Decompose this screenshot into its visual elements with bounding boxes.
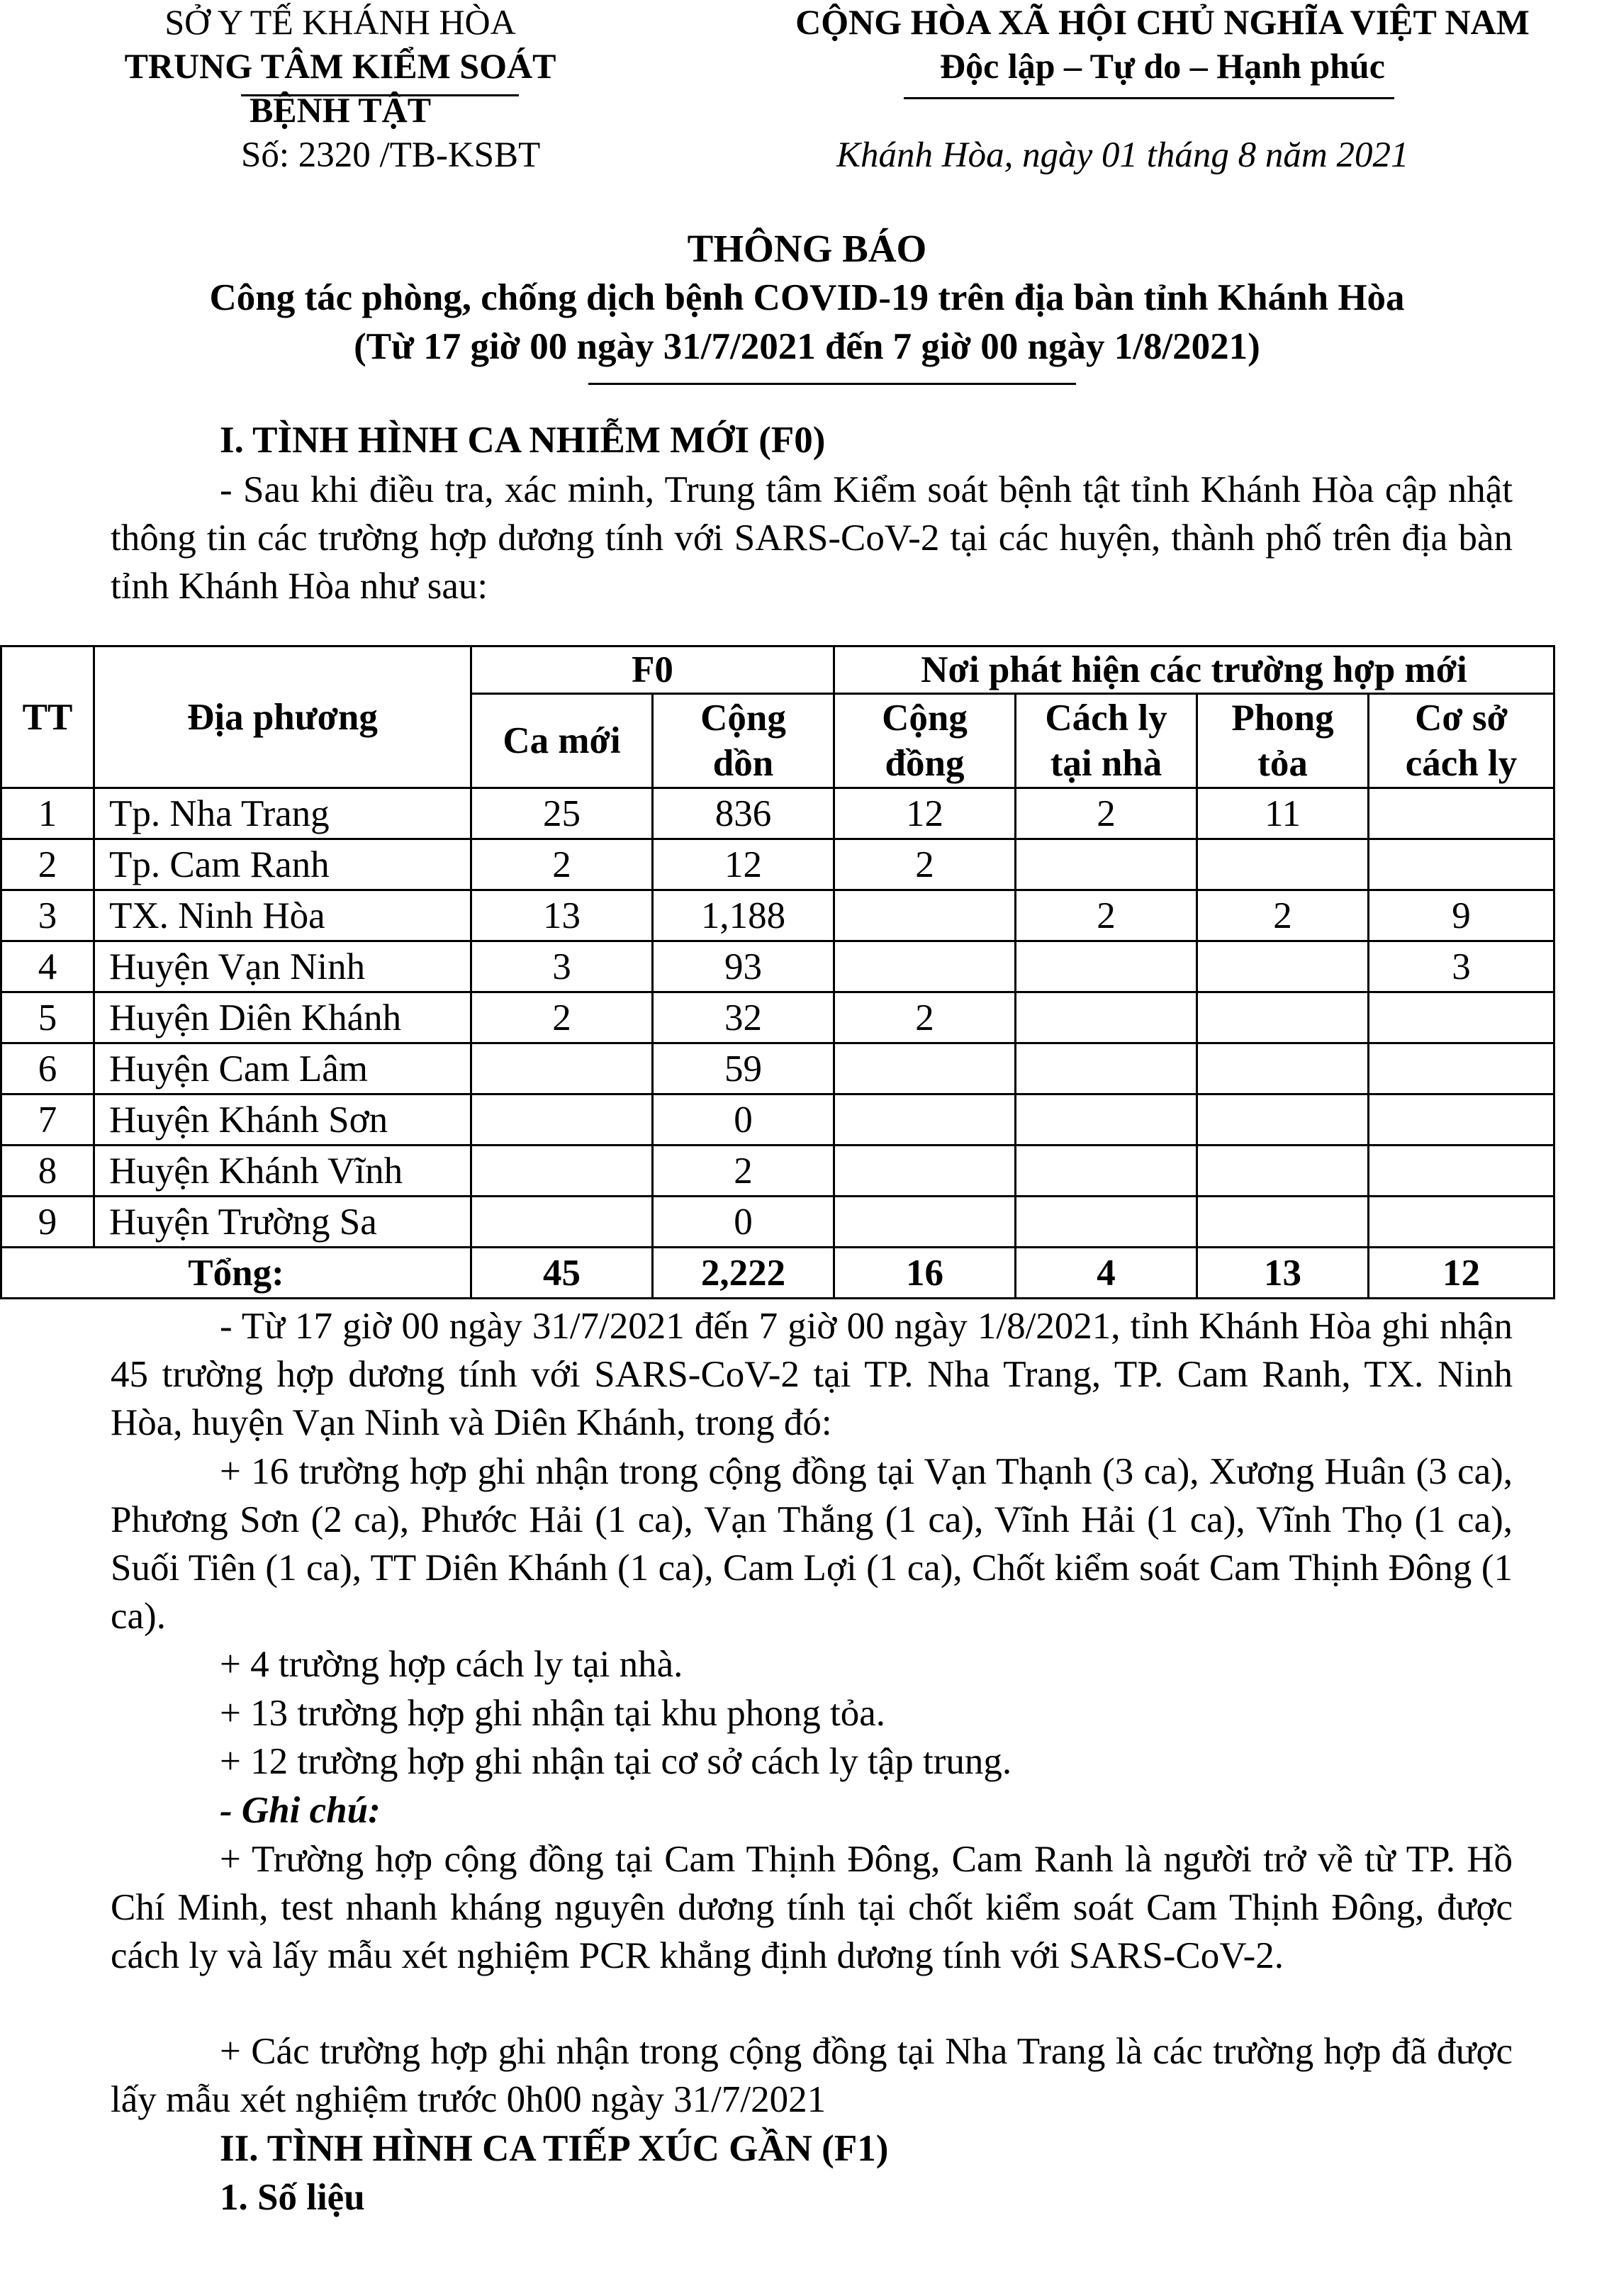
col-home-isolation-header-line1: Cách ly <box>1045 698 1167 739</box>
cell-community <box>834 1197 1016 1248</box>
cell-cumulative: 0 <box>653 1197 834 1248</box>
cell-home <box>1016 941 1197 992</box>
col-tt-header: TT <box>1 646 94 788</box>
cell-tt: 9 <box>1 1197 94 1248</box>
cell-lockdown <box>1197 941 1369 992</box>
cell-lockdown <box>1197 839 1369 890</box>
total-home: 4 <box>1016 1248 1197 1299</box>
cell-new: 2 <box>471 992 653 1043</box>
cell-home <box>1016 839 1197 890</box>
cell-home <box>1016 1043 1197 1094</box>
cell-locality: Huyện Trường Sa <box>94 1197 471 1248</box>
cell-community: 2 <box>834 992 1016 1043</box>
note-nha-trang: + Các trường hợp ghi nhận trong cộng đồng tại Nha Trang là các trường hợp đã được lấy mẫu xét nghiệm trước 0h00 ngày 31/7/2021 <box>111 2031 1513 2120</box>
table-total-row <box>1 1248 1554 1299</box>
table-row <box>1 992 1554 1043</box>
cell-tt: 6 <box>1 1043 94 1094</box>
section-1-heading: I. TÌNH HÌNH CA NHIỄM MỚI (F0) <box>220 420 826 461</box>
cell-new <box>471 1043 653 1094</box>
cell-facility <box>1369 1146 1554 1197</box>
note-cam-thinh-dong: + Trường hợp cộng đồng tại Cam Thịnh Đông, Cam Ranh là người trở về từ TP. Hồ Chí Minh, test nhanh kháng nguyên dương tính tại chốt kiểm soát Cam Thịnh Đông, được cách ly và lấy mẫu xét nghiệm PCR khẳng định dương tính với SARS-CoV-2. <box>111 1839 1513 1976</box>
col-cumulative-header-line1: Cộng <box>700 698 786 739</box>
table-row <box>1 1197 1554 1248</box>
title-underline <box>588 383 1076 385</box>
section-2-sub-1: 1. Số liệu <box>220 2177 365 2218</box>
col-lockdown-header-line1: Phong <box>1231 698 1334 739</box>
col-community-header <box>834 694 1016 788</box>
cell-home: 2 <box>1016 788 1197 839</box>
col-community-header-line2: đồng <box>885 743 965 784</box>
col-facility-header-line1: Cơ sở <box>1415 698 1508 739</box>
cell-new <box>471 1146 653 1197</box>
notice-title: THÔNG BÁO <box>687 227 927 270</box>
table-row <box>1 839 1554 890</box>
section-1-intro: - Sau khi điều tra, xác minh, Trung tâm Kiểm soát bệnh tật tỉnh Khánh Hòa cập nhật thông tin các trường hợp dương tính với SARS-CoV-2 tại các huyện, thành phố trên địa bàn tỉnh Khánh Hòa như sau: <box>111 469 1513 607</box>
cell-home: 2 <box>1016 890 1197 941</box>
cell-cumulative: 836 <box>653 788 834 839</box>
cell-home <box>1016 1146 1197 1197</box>
table-row <box>1 890 1554 941</box>
cell-community <box>834 1043 1016 1094</box>
cell-tt: 1 <box>1 788 94 839</box>
total-label: Tổng: <box>1 1248 471 1299</box>
community-cases-paragraph: + 16 trường hợp ghi nhận trong cộng đồng tại Vạn Thạnh (3 ca), Xương Huân (3 ca), Phương Sơn (2 ca), Phước Hải (1 ca), Vạn Thắng (1 ca), Vĩnh Hải (1 ca), Vĩnh Thọ (1 ca), Suối Tiên (1 ca), TT Diên Khánh (1 ca), Cam Lợi (1 ca), Chốt kiểm soát Cam Thịnh Đông (1 ca). <box>111 1451 1513 1637</box>
col-cumulative-header-line2: dồn <box>712 743 774 784</box>
cell-locality: Huyện Khánh Vĩnh <box>94 1146 471 1197</box>
cell-tt: 7 <box>1 1094 94 1146</box>
cell-community: 12 <box>834 788 1016 839</box>
cell-community <box>834 1146 1016 1197</box>
cell-home <box>1016 992 1197 1043</box>
cell-tt: 3 <box>1 890 94 941</box>
note-label: - Ghi chú: <box>220 1790 381 1831</box>
cell-tt: 4 <box>1 941 94 992</box>
cell-cumulative: 12 <box>653 839 834 890</box>
cell-new: 13 <box>471 890 653 941</box>
cell-community <box>834 890 1016 941</box>
cell-tt: 5 <box>1 992 94 1043</box>
cell-cumulative: 32 <box>653 992 834 1043</box>
cell-cumulative: 0 <box>653 1094 834 1146</box>
cell-locality: Huyện Khánh Sơn <box>94 1094 471 1146</box>
cell-locality: Huyện Cam Lâm <box>94 1043 471 1094</box>
cell-locality: TX. Ninh Hòa <box>94 890 471 941</box>
cell-facility: 9 <box>1369 890 1554 941</box>
col-home-isolation-header-line2: tại nhà <box>1050 743 1162 784</box>
total-cumulative: 2,222 <box>653 1248 834 1299</box>
cell-facility: 3 <box>1369 941 1554 992</box>
cell-lockdown <box>1197 1197 1369 1248</box>
table-row <box>1 788 1554 839</box>
summary-paragraph: - Từ 17 giờ 00 ngày 31/7/2021 đến 7 giờ 00 ngày 1/8/2021, tỉnh Khánh Hòa ghi nhận 45 trường hợp dương tính với SARS-CoV-2 tại TP. Nha Trang, TP. Cam Ranh, TX. Ninh Hòa, huyện Vạn Ninh và Diên Khánh, trong đó: <box>111 1306 1513 1443</box>
col-home-isolation-header <box>1016 694 1197 788</box>
national-motto: Độc lập – Tự do – Hạnh phúc <box>940 46 1385 86</box>
cell-facility <box>1369 1043 1554 1094</box>
cell-locality: Tp. Nha Trang <box>94 788 471 839</box>
table-row <box>1 941 1554 992</box>
agency-underline <box>241 94 519 96</box>
col-facility-header-line2: cách ly <box>1405 743 1518 784</box>
col-detected-group-header: Nơi phát hiện các trường hợp mới <box>834 646 1554 694</box>
notice-subtitle: Công tác phòng, chống dịch bệnh COVID-19 trên địa bàn tỉnh Khánh Hòa <box>209 277 1405 318</box>
cell-locality: Huyện Diên Khánh <box>94 992 471 1043</box>
lockdown-line: + 13 trường hợp ghi nhận tại khu phong tỏa. <box>220 1693 886 1734</box>
notice-period: (Từ 17 giờ 00 ngày 31/7/2021 đến 7 giờ 00 ngày 1/8/2021) <box>354 326 1260 367</box>
cell-lockdown <box>1197 992 1369 1043</box>
col-locality-header: Địa phương <box>94 646 471 788</box>
col-facility-header <box>1369 694 1554 788</box>
cell-cumulative: 2 <box>653 1146 834 1197</box>
col-cumulative-header <box>653 694 834 788</box>
f0-table <box>0 645 1555 1299</box>
table-row <box>1 1043 1554 1094</box>
home-isolation-line: + 4 trường hợp cách ly tại nhà. <box>220 1644 683 1685</box>
cell-community <box>834 941 1016 992</box>
cell-new: 2 <box>471 839 653 890</box>
col-lockdown-header-line2: tỏa <box>1257 743 1308 784</box>
total-lockdown: 13 <box>1197 1248 1369 1299</box>
cell-lockdown <box>1197 1043 1369 1094</box>
cell-cumulative: 1,188 <box>653 890 834 941</box>
cell-locality: Tp. Cam Ranh <box>94 839 471 890</box>
cell-facility <box>1369 992 1554 1043</box>
total-facility: 12 <box>1369 1248 1554 1299</box>
cell-new: 3 <box>471 941 653 992</box>
cell-lockdown <box>1197 1146 1369 1197</box>
section-2-heading: II. TÌNH HÌNH CA TIẾP XÚC GẦN (F1) <box>220 2128 889 2169</box>
cell-cumulative: 93 <box>653 941 834 992</box>
place-date: Khánh Hòa, ngày 01 tháng 8 năm 2021 <box>836 135 1409 175</box>
motto-underline <box>904 97 1394 99</box>
cell-locality: Huyện Vạn Ninh <box>94 941 471 992</box>
cell-new <box>471 1094 653 1146</box>
cell-tt: 2 <box>1 839 94 890</box>
cell-home <box>1016 1094 1197 1146</box>
facility-line: + 12 trường hợp ghi nhận tại cơ sở cách ly tập trung. <box>220 1741 1012 1782</box>
table-row <box>1 1094 1554 1146</box>
cell-cumulative: 59 <box>653 1043 834 1094</box>
cell-lockdown: 2 <box>1197 890 1369 941</box>
agency-name: TRUNG TÂM KIỂM SOÁT BỆNH TẬT <box>124 46 556 130</box>
document-number: Số: 2320 /TB-KSBT <box>241 135 541 175</box>
total-new: 45 <box>471 1248 653 1299</box>
cell-new <box>471 1197 653 1248</box>
col-lockdown-header <box>1197 694 1369 788</box>
col-community-header-line1: Cộng <box>882 698 968 739</box>
cell-facility <box>1369 839 1554 890</box>
cell-new: 25 <box>471 788 653 839</box>
cell-lockdown: 11 <box>1197 788 1369 839</box>
cell-tt: 8 <box>1 1146 94 1197</box>
cell-community: 2 <box>834 839 1016 890</box>
cell-facility <box>1369 788 1554 839</box>
cell-home <box>1016 1197 1197 1248</box>
cell-facility <box>1369 1094 1554 1146</box>
table-row <box>1 1146 1554 1197</box>
agency-parent: SỞ Y TẾ KHÁNH HÒA <box>164 2 516 42</box>
cell-community <box>834 1094 1016 1146</box>
cell-facility <box>1369 1197 1554 1248</box>
national-title: CỘNG HÒA XÃ HỘI CHỦ NGHĨA VIỆT NAM <box>795 2 1530 42</box>
total-community: 16 <box>834 1248 1016 1299</box>
col-new-cases-header: Ca mới <box>471 694 653 788</box>
col-f0-group-header: F0 <box>471 646 834 694</box>
cell-lockdown <box>1197 1094 1369 1146</box>
